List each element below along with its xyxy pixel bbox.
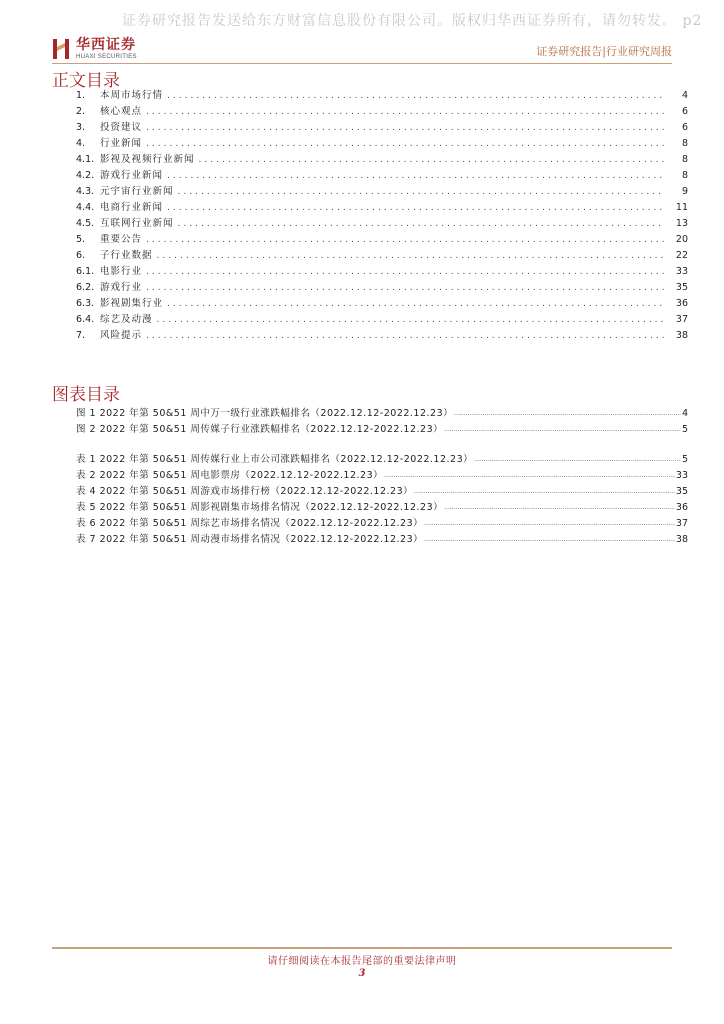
toc-entry-title: 投资建议 [100, 122, 143, 133]
toc-entry-title: 元宇宙行业新闻 [100, 186, 174, 197]
page-number: 3 [358, 968, 366, 979]
toc-entry-title: 互联网行业新闻 [100, 218, 174, 229]
toc-leader-dots [146, 328, 664, 344]
toc-entry-page: 35 [675, 282, 688, 293]
toc-leader-dots [146, 120, 664, 136]
toc-entry[interactable] [76, 136, 688, 152]
toc-entry-page: 4 [681, 90, 688, 101]
toc-leader-dots [178, 184, 664, 200]
toc-entry-title: 影视剧集行业 [100, 298, 164, 309]
toc-entry-title: 电影行业 [100, 266, 143, 277]
toc-entry-title: 行业新闻 [100, 138, 143, 149]
toc-entry-page: 22 [675, 250, 688, 261]
toc-entry-title: 影视及视频行业新闻 [100, 154, 195, 165]
toc-entry[interactable] [76, 264, 688, 280]
toc-entry-number: 4.3. [76, 186, 95, 197]
figure-entry-title: 表 7 2022 年第 50&51 周动漫市场排名情况（2022.12.12-2022.12.23） [76, 534, 424, 545]
figure-leader-dots [424, 516, 675, 532]
figure-entry-page: 35 [675, 486, 688, 497]
toc-entry-title: 风险提示 [100, 330, 143, 341]
toc-entry[interactable] [76, 184, 688, 200]
figure-entry[interactable] [76, 452, 688, 468]
toc-entry[interactable] [76, 104, 688, 120]
toc-entry-number: 1. [76, 90, 86, 101]
figure-leader-dots [444, 422, 681, 438]
toc-leader-dots [199, 152, 664, 168]
figure-entry-title: 图 1 2022 年第 50&51 周中万一级行业涨跌幅排名（2022.12.12-2022.12.23） [76, 408, 454, 419]
figure-entry-title: 表 6 2022 年第 50&51 周综艺市场排名情况（2022.12.12-2022.12.23） [76, 518, 424, 529]
toc-leader-dots [167, 88, 664, 104]
figure-entry-title: 表 5 2022 年第 50&51 周影视剧集市场排名情况（2022.12.12-2022.12.23） [76, 502, 444, 513]
toc-entry[interactable] [76, 296, 688, 312]
figure-entry[interactable] [76, 468, 688, 484]
toc-entry-page: 38 [675, 330, 688, 341]
toc-entry-number: 6.2. [76, 282, 95, 293]
toc-entry[interactable] [76, 120, 688, 136]
toc-leader-dots [146, 136, 664, 152]
toc-entry-page: 33 [675, 266, 688, 277]
toc-entry-page: 8 [681, 138, 688, 149]
report-type-label: 证券研究报告|行业研究周报 [536, 45, 672, 58]
figure-entry-page: 36 [675, 502, 688, 513]
toc-entry-title: 核心观点 [100, 106, 143, 117]
figure-group-gap [76, 438, 688, 452]
figure-leader-dots [474, 452, 681, 468]
toc-leader-dots [146, 104, 664, 120]
figure-entry-page: 5 [681, 424, 688, 435]
figure-entry-page: 38 [675, 534, 688, 545]
figure-entry-title: 表 4 2022 年第 50&51 周游戏市场排行榜（2022.12.12-2022.12.23） [76, 486, 414, 497]
toc-entry[interactable] [76, 168, 688, 184]
figure-leader-dots [414, 484, 675, 500]
toc-entry-page: 8 [681, 170, 688, 181]
company-logo [52, 36, 137, 62]
toc-leader-dots [146, 232, 664, 248]
toc-entry-title: 综艺及动漫 [100, 314, 153, 325]
toc-entry-number: 4.2. [76, 170, 95, 181]
figure-entry-page: 33 [675, 470, 688, 481]
toc-entry-number: 6.4. [76, 314, 95, 325]
figures-list [76, 406, 688, 548]
toc-entry-title: 电商行业新闻 [100, 202, 164, 213]
toc-entry-number: 6.3. [76, 298, 95, 309]
toc-entry[interactable] [76, 88, 688, 104]
footer-divider [52, 947, 672, 949]
toc-entry[interactable] [76, 200, 688, 216]
toc-leader-dots [157, 312, 664, 328]
toc-leader-dots [178, 216, 664, 232]
figure-entry-title: 表 1 2022 年第 50&51 周传媒行业上市公司涨跌幅排名（2022.12.12-2022.12.23） [76, 454, 474, 465]
toc-entry-page: 20 [675, 234, 688, 245]
toc-entry-page: 11 [675, 202, 688, 213]
toc-entry[interactable] [76, 248, 688, 264]
toc-entry[interactable] [76, 328, 688, 344]
figure-entry[interactable] [76, 532, 688, 548]
figure-entry[interactable] [76, 500, 688, 516]
figure-leader-dots [454, 406, 681, 422]
figure-entry[interactable] [76, 484, 688, 500]
toc-entry-page: 37 [675, 314, 688, 325]
toc-heading: 正文目录 [52, 71, 120, 91]
figure-entry-page: 5 [681, 454, 688, 465]
logo-english-name: HUAXI SECURITIES [76, 53, 137, 60]
toc-entry-number: 3. [76, 122, 86, 133]
toc-entry-number: 6.1. [76, 266, 95, 277]
toc-leader-dots [146, 264, 664, 280]
header-divider [52, 63, 672, 64]
toc-entry-title: 子行业数据 [100, 250, 153, 261]
toc-leader-dots [167, 168, 664, 184]
toc-entry[interactable] [76, 312, 688, 328]
toc-entry-number: 2. [76, 106, 86, 117]
toc-entry-title: 游戏行业 [100, 282, 143, 293]
figures-heading: 图表目录 [52, 385, 120, 405]
watermark-text: 证券研究报告发送给东方财富信息股份有限公司。版权归华西证券所有，请勿转发。 p2 [122, 13, 703, 29]
figure-entry-title: 表 2 2022 年第 50&51 周电影票房（2022.12.12-2022.12.23） [76, 470, 384, 481]
toc-entry-title: 重要公告 [100, 234, 143, 245]
figure-entry-page: 37 [675, 518, 688, 529]
toc-leader-dots [167, 200, 664, 216]
figure-entry-page: 4 [681, 408, 688, 419]
logo-chinese-name: 华西证券 [76, 36, 136, 53]
toc-entry-title: 本周市场行情 [100, 90, 164, 101]
figure-entry[interactable] [76, 406, 688, 422]
toc-entry-number: 5. [76, 234, 86, 245]
toc-leader-dots [157, 248, 664, 264]
figure-entry[interactable] [76, 422, 688, 438]
toc-entry-page: 13 [675, 218, 688, 229]
toc-entry-number: 4. [76, 138, 86, 149]
toc-entry[interactable] [76, 232, 688, 248]
toc-entry-title: 游戏行业新闻 [100, 170, 164, 181]
toc-leader-dots [167, 296, 664, 312]
toc-entry[interactable] [76, 280, 688, 296]
toc-leader-dots [146, 280, 664, 296]
toc-entry-number: 7. [76, 330, 86, 341]
toc-entry-page: 6 [681, 122, 688, 133]
figure-entry-title: 图 2 2022 年第 50&51 周传媒子行业涨跌幅排名（2022.12.12-2022.12.23） [76, 424, 444, 435]
toc-entry-number: 6. [76, 250, 86, 261]
toc-entry-number: 4.4. [76, 202, 95, 213]
toc-entry-page: 36 [675, 298, 688, 309]
legal-disclaimer: 请仔细阅读在本报告尾部的重要法律声明 [267, 956, 457, 967]
toc-entry-number: 4.5. [76, 218, 95, 229]
toc-entry-page: 6 [681, 106, 688, 117]
figure-entry[interactable] [76, 516, 688, 532]
figure-leader-dots [384, 468, 675, 484]
toc-entry-page: 8 [681, 154, 688, 165]
figure-leader-dots [444, 500, 675, 516]
huaxi-logo-icon [52, 37, 70, 61]
toc-entry[interactable] [76, 216, 688, 232]
toc-list [76, 88, 688, 344]
toc-entry-number: 4.1. [76, 154, 95, 165]
toc-entry[interactable] [76, 152, 688, 168]
figure-leader-dots [424, 532, 675, 548]
toc-entry-page: 9 [681, 186, 688, 197]
